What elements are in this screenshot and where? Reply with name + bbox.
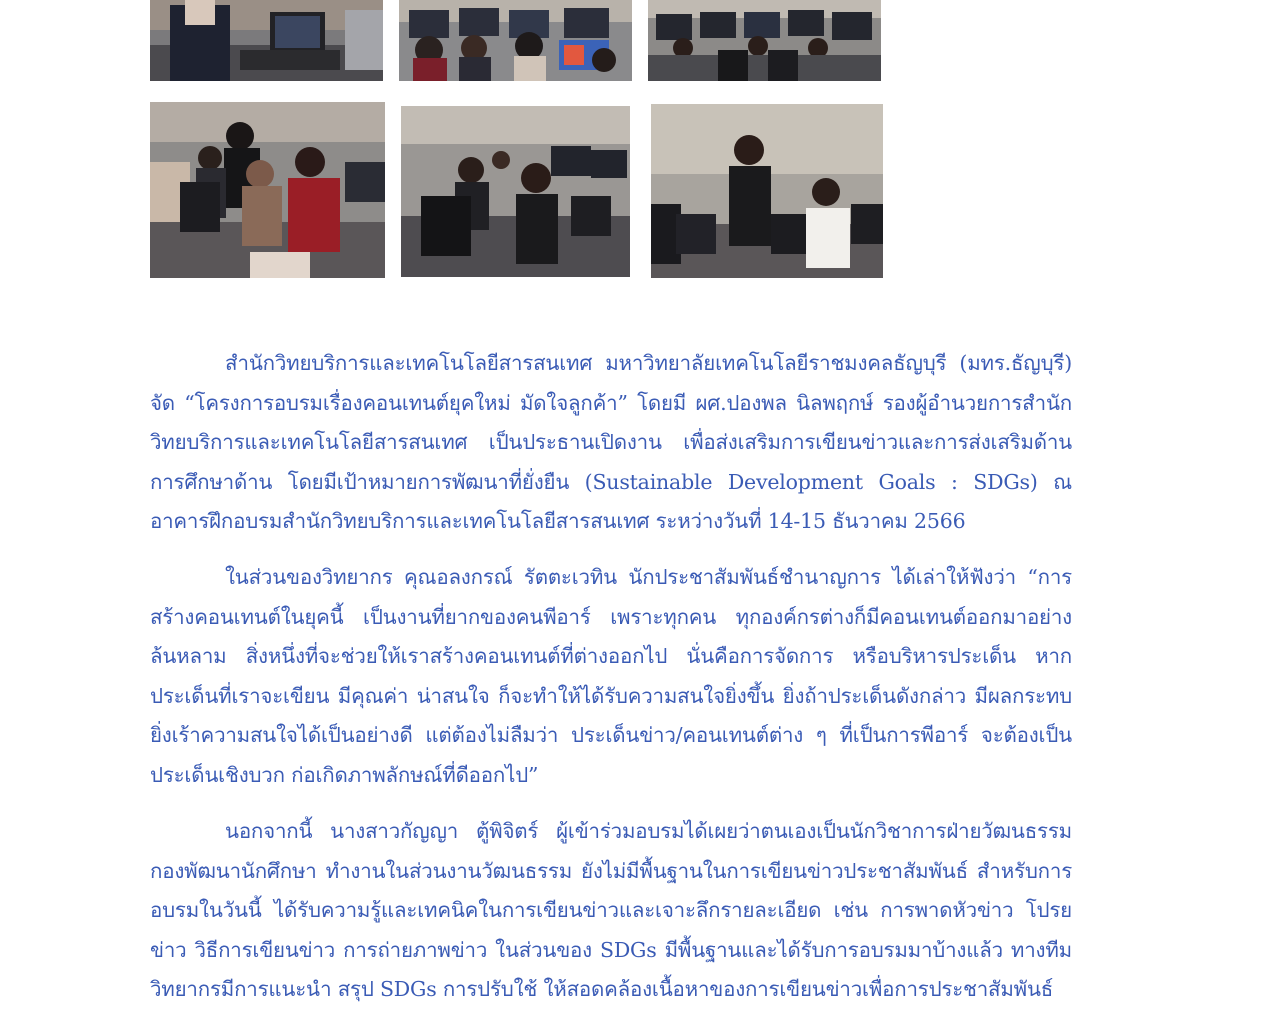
training-room-photo-icon — [150, 0, 383, 81]
training-room-photo-icon — [401, 106, 630, 277]
training-room-photo-icon — [651, 104, 883, 278]
photo-scene — [399, 0, 632, 81]
photo-scene — [648, 0, 881, 81]
article-paragraph: นอกจากนี้ นางสาวกัญญา ตู้พิจิตร์ ผู้เข้าร่วมอบรมได้เผยว่าตนเองเป็นนักวิชาการฝ่ายวัฒนธรรม กองพัฒนานักศึกษา ทำงานในส่วนงานวัฒนธรรม ยังไม่มีพื้นฐานในการเขียนข่าวประชาสัมพันธ์ สำหรับการอบรมในวันนี้ ได้รับความรู้และเทคนิคในการเขียนข่าวและเจาะลึกรายละเอียด เช่น การพาดหัวข่าว โปรยข่าว วิธีการเขียนข่าว การถ่ายภาพข่าว ในส่วนของ SDGs มีพื้นฐานและได้รับการอบรมมาบ้างแล้ว ทางทีมวิทยากรมีการแนะนำ สรุป SDGs การปรับใช้ ให้สอดคล้องเนื้อหาของการเขียนข่าวเพื่อการประชาสัมพันธ์ — [150, 819, 1072, 1001]
photo-scene — [150, 0, 383, 81]
training-room-photo-icon — [648, 0, 881, 81]
photo-scene — [401, 106, 630, 277]
training-room-photo-icon — [150, 102, 385, 278]
article-paragraph: ในส่วนของวิทยากร คุณอลงกรณ์ รัตตะเวทิน นักประชาสัมพันธ์ชำนาญการ ได้เล่าให้ฟังว่า “การสร้างคอนเทนต์ในยุคนี้ เป็นงานที่ยากของคนพีอาร์ เพราะทุกคน ทุกองค์กรต่างก็มีคอนเทนต์ออกมาอย่างล้นหลาม สิ่งหนึ่งที่จะช่วยให้เราสร้างคอนเทนต์ที่ต่างออกไป นั่นคือการจัดการ หรือบริหารประเด็น หากประเด็นที่เราจะเขียน มีคุณค่า น่าสนใจ ก็จะทำให้ได้รับความสนใจยิ่งขึ้น ยิ่งถ้าประเด็นดังกล่าว มีผลกระทบยิ่งเร้าความสนใจได้เป็นอย่างดี แต่ต้องไม่ลืมว่า ประเด็นข่าว/คอนเทนต์ต่าง ๆ ที่เป็นการพีอาร์ จะต้องเป็นประเด็นเชิงบวก ก่อเกิดภาพลักษณ์ที่ดีออกไป” — [150, 565, 1072, 787]
photo-scene — [150, 102, 385, 278]
article-paragraph: สำนักวิทยบริการและเทคโนโลยีสารสนเทศ มหาวิทยาลัยเทคโนโลยีราชมงคลธัญบุรี (มทร.ธัญบุรี) จัด “โครงการอบรมเรื่องคอนเทนต์ยุคใหม่ มัดใจลูกค้า” โดยมี ผศ.ปองพล นิลพฤกษ์ รองผู้อำนวยการสำนักวิทยบริการและเทคโนโลยีสารสนเทศ เป็นประธานเปิดงาน เพื่อส่งเสริมการเขียนข่าวและการส่งเสริมด้านการศึกษาด้าน โดยมีเป้าหมายการพัฒนาที่ยั่งยืน (Sustainable Development Goals : SDGs) ณ อาคารฝึกอบรมสำนักวิทยบริการและเทคโนโลยีสารสนเทศ ระหว่างวันที่ 14-15 ธันวาคม 2566 — [150, 351, 1072, 533]
training-room-photo-icon — [399, 0, 632, 81]
photo-scene — [651, 104, 883, 278]
